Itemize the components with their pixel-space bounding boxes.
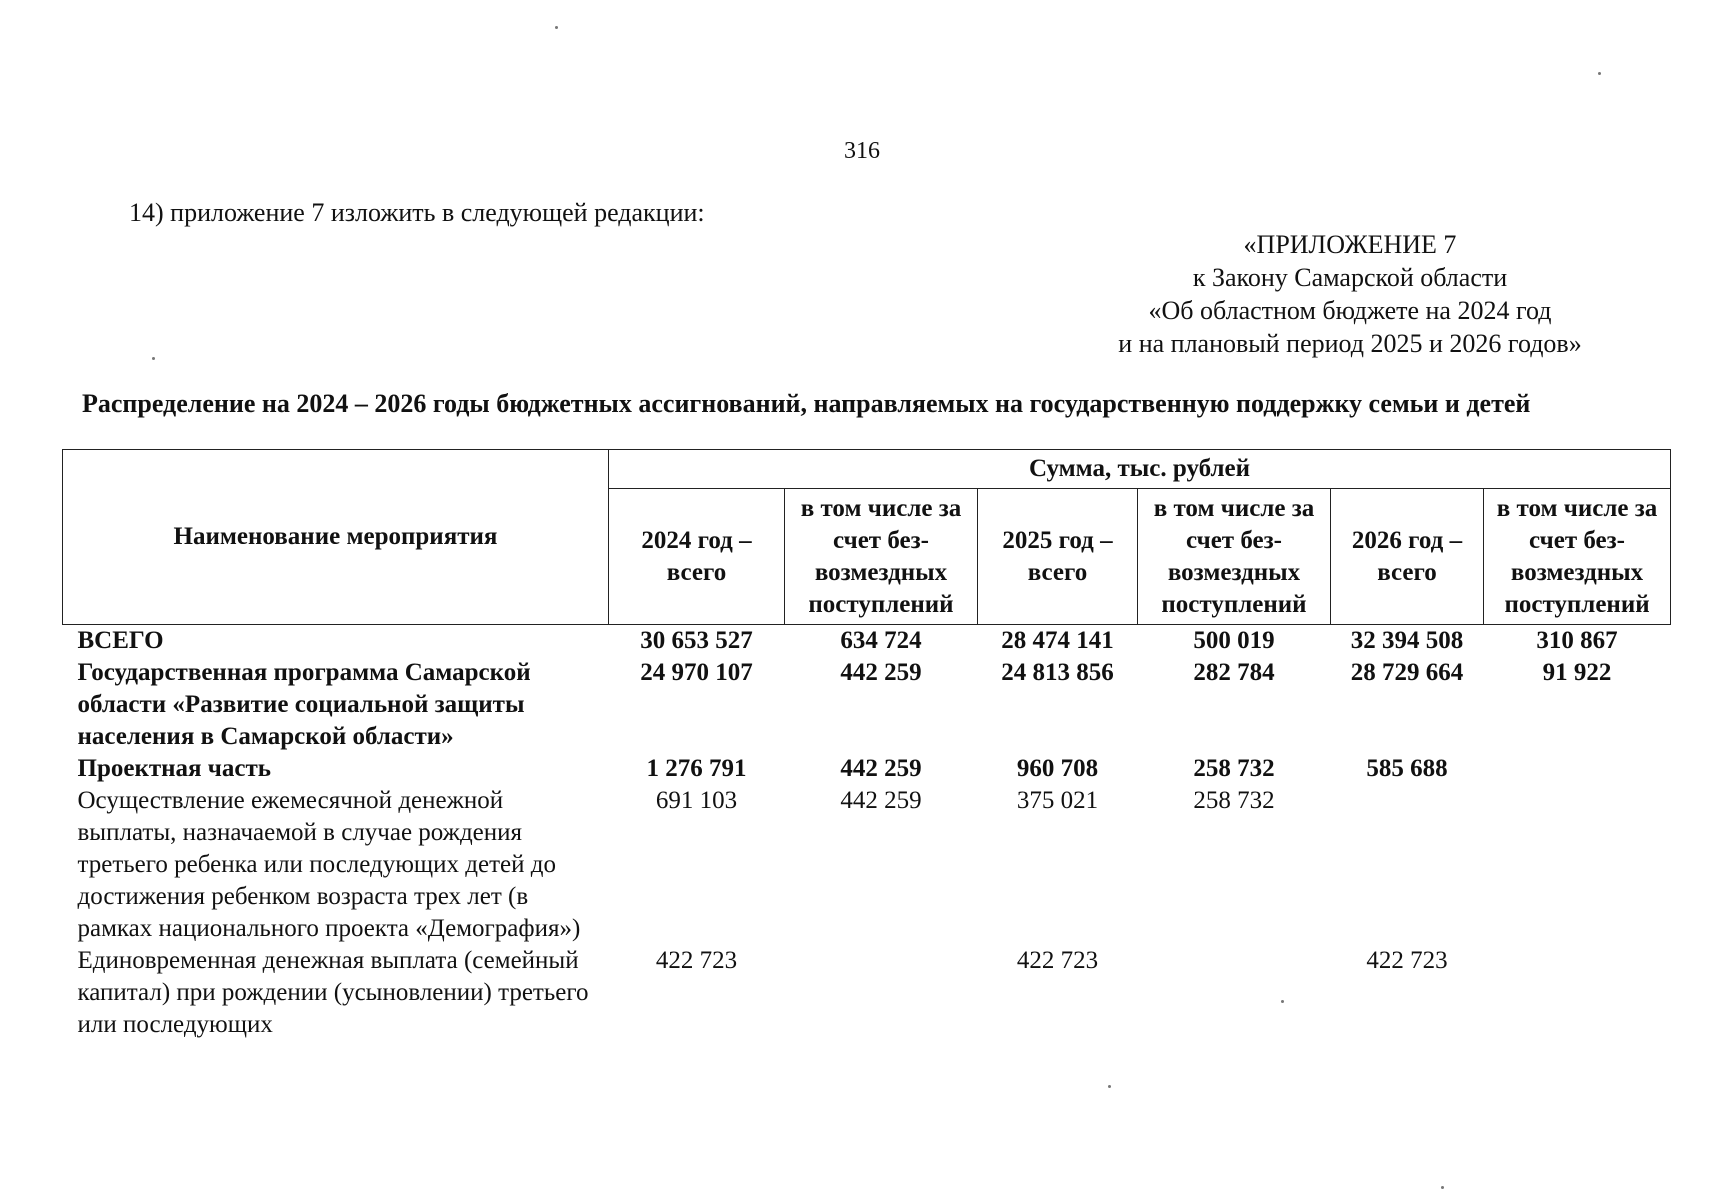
cell-2026-free xyxy=(1484,945,1671,1041)
cell-2026-total xyxy=(1331,785,1484,945)
cell-2024-free: 442 259 xyxy=(840,659,922,686)
table-row-project-part xyxy=(63,753,1671,785)
cell-2026-total: 585 688 xyxy=(1366,755,1448,782)
column-header-2026-free: в том числе за счет без-возмездных поступлений xyxy=(1484,489,1671,625)
table-row xyxy=(63,945,1671,1041)
cell-2024-total: 1 276 791 xyxy=(646,755,747,782)
table-row-program xyxy=(63,657,1671,753)
cell-2025-free: 258 732 xyxy=(1193,755,1275,782)
scan-speck xyxy=(1441,1186,1444,1189)
table-body xyxy=(63,625,1671,1042)
scan-speck xyxy=(1598,72,1601,75)
table-row-total xyxy=(63,625,1671,658)
column-group-header-sum: Сумма, тыс. рублей xyxy=(609,450,1671,489)
cell-2025-free: 500 019 xyxy=(1193,627,1275,654)
row-name: Проектная часть xyxy=(77,755,272,782)
column-header-name: Наименование мероприятия xyxy=(63,450,609,625)
cell-2026-free xyxy=(1484,785,1671,945)
column-header-2024-free: в том числе за счет без-возмездных поступлений xyxy=(785,489,978,625)
cell-2024-total: 24 970 107 xyxy=(640,659,753,686)
cell-2024-free: 634 724 xyxy=(840,627,922,654)
appendix-header-line: «Об областном бюджете на 2024 год xyxy=(1148,296,1552,325)
cell-2024-free xyxy=(785,945,978,1041)
budget-table xyxy=(62,449,1671,1041)
cell-2024-total: 422 723 xyxy=(655,947,738,974)
cell-2025-free xyxy=(1138,945,1331,1041)
appendix-header xyxy=(1060,228,1640,360)
appendix-header-line: «ПРИЛОЖЕНИЕ 7 xyxy=(1243,230,1457,259)
cell-2026-total: 32 394 508 xyxy=(1350,627,1464,654)
table-header xyxy=(63,450,1671,625)
appendix-header-line: и на плановый период 2025 и 2026 годов» xyxy=(1118,329,1582,358)
document-title: Распределение на 2024 – 2026 годы бюджетных ассигнований, направляемых на государственную поддержку семьи и детей xyxy=(82,389,1531,418)
row-name: ВСЕГО xyxy=(77,627,164,654)
cell-2024-free: 442 259 xyxy=(840,787,922,814)
cell-2026-free: 310 867 xyxy=(1536,627,1618,654)
cell-2025-total: 960 708 xyxy=(1016,755,1099,782)
cell-2025-total: 24 813 856 xyxy=(1001,659,1114,686)
column-header-2025-free: в том числе за счет без-возмездных поступлений xyxy=(1138,489,1331,625)
cell-2026-total: 28 729 664 xyxy=(1350,659,1464,686)
appendix-header-line: к Закону Самарской области xyxy=(1192,263,1508,292)
row-name: Единовременная денежная выплата (семейный капитал) при рождении (усыновлении) третьего или последующих xyxy=(77,947,589,1038)
cell-2026-free: 91 922 xyxy=(1542,659,1612,686)
amendment-instruction: 14) приложение 7 изложить в следующей редакции: xyxy=(129,198,705,227)
scan-speck xyxy=(1108,1085,1111,1088)
table-row xyxy=(63,785,1671,945)
cell-2024-total: 691 103 xyxy=(655,787,738,814)
scan-speck xyxy=(1281,1000,1284,1003)
cell-2025-free: 282 784 xyxy=(1193,659,1275,686)
cell-2026-total: 422 723 xyxy=(1366,947,1448,974)
cell-2025-total: 422 723 xyxy=(1016,947,1099,974)
row-name: Осуществление ежемесячной денежной выплаты, назначаемой в случае рождения третьего ребенка или последующих детей до достижения ребенком возраста трех лет (в рамках национального проекта «Демография») xyxy=(77,787,581,942)
cell-2025-free: 258 732 xyxy=(1193,787,1275,814)
page-number: 316 xyxy=(844,138,880,164)
column-header-2025-total: 2025 год – всего xyxy=(978,489,1138,625)
cell-2024-free: 442 259 xyxy=(840,755,922,782)
cell-2025-total: 375 021 xyxy=(1016,787,1099,814)
cell-2025-total: 28 474 141 xyxy=(1001,627,1114,654)
cell-2024-total: 30 653 527 xyxy=(640,627,753,654)
column-header-2024-total: 2024 год – всего xyxy=(609,489,785,625)
row-name: Государственная программа Самарской области «Развитие социальной защиты населения в Самарской области» xyxy=(77,659,531,750)
scan-speck xyxy=(555,26,558,29)
scan-speck xyxy=(152,357,155,360)
cell-2026-free xyxy=(1484,753,1671,785)
column-header-2026-total: 2026 год – всего xyxy=(1331,489,1484,625)
